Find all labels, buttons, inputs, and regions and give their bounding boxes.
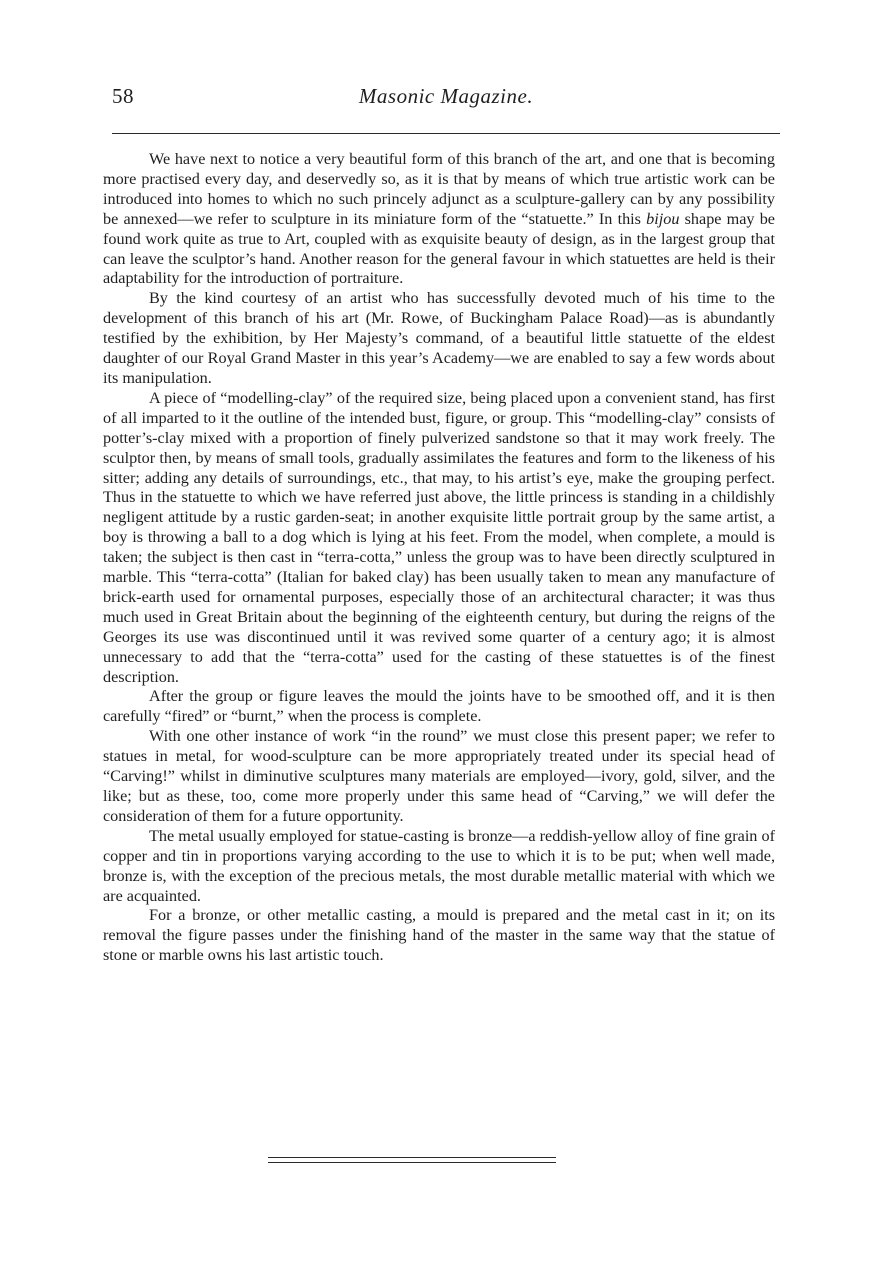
italic-term: bijou — [646, 209, 680, 228]
paragraph-7: For a bronze, or other metallic casting, a mould is prepared and the metal cast in it; on its removal the figure passes under the finishing hand of the master in the same way that the statue of stone or marble owns his last artistic touch. — [103, 906, 775, 965]
end-rule-bottom — [268, 1162, 556, 1163]
article-body — [103, 150, 775, 966]
page-header — [112, 84, 780, 114]
page-number: 58 — [112, 84, 134, 108]
running-title: Masonic Magazine. — [358, 84, 534, 108]
end-rule-top — [268, 1157, 556, 1158]
paragraph-5: With one other instance of work “in the round” we must close this present paper; we refer to statues in metal, for wood-sculpture can be more appropriately treated under its special head of “Carving!” whilst in diminutive sculptures many materials are employed—ivory, gold, silver, and the like; but as these, too, come more properly under this same head of “Carving,” we will defer the consideration of them for a future opportunity. — [103, 727, 775, 825]
paragraph-6: The metal usually employed for statue-casting is bronze—a reddish-yellow alloy of fine grain of copper and tin in proportions varying according to the use to which it is to be put; when well made, bronze is, with the exception of the precious metals, the most durable metallic material with which we are acquainted. — [103, 826, 775, 905]
paragraph-4: After the group or figure leaves the mould the joints have to be smoothed off, and it is then carefully “fired” or “burnt,” when the process is complete. — [103, 687, 775, 726]
paragraph-3: A piece of “modelling-clay” of the required size, being placed upon a convenient stand, has first of all imparted to it the outline of the intended bust, figure, or group. This “modelling-clay” consists of potter’s-clay mixed with a proportion of finely pulverized sandstone so that it may work freely. The sculptor then, by means of small tools, gradually assimilates the features and form to the likeness of his sitter; adding any details of surroundings, etc., that may, to his artist’s eye, make the grouping perfect. Thus in the statuette to which we have referred just above, the little princess is standing in a childishly negligent attitude by a rustic garden-seat; in another exquisite little portrait group by the same artist, a boy is throwing a ball to a dog which is lying at his feet. From the model, when complete, a mould is taken; the subject is then cast in “terra-cotta,” unless the group was to have been directly sculptured in marble. This “terra-cotta” (Italian for baked clay) has been usually taken to mean any manufacture of brick-earth used for ornamental purposes, especially those of an architectural character; it was thus much used in Great Britain about the beginning of the eighteenth century, but during the reigns of the Georges its use was discontinued until it was revived some quarter of a century ago; it is almost unnecessary to add that the “terra-cotta” used for the casting of these statuettes is of the finest description. — [103, 388, 775, 686]
header-rule — [112, 133, 780, 134]
paragraph-1: We have next to notice a very beautiful form of this branch of the art, and one that is becoming more practised every day, and deservedly so, as it is that by means of which true artistic work can be introduced into homes to which no such princely adjunct as a sculpture-gallery can by any possibility be annexed—we refer to sculpture in its miniature form of the “statuette.” In this bijou shape may be found work quite as true to Art, coupled with as exquisite beauty of design, as in the largest group that can leave the sculptor’s hand. Another reason for the general favour in which statuettes are held is their adaptability for the introduction of portraiture. — [103, 150, 775, 288]
paragraph-2: By the kind courtesy of an artist who has successfully devoted much of his time to the development of this branch of his art (Mr. Rowe, of Buckingham Palace Road)—as is abundantly testified by the exhibition, by Her Majesty’s command, of a beautiful little statuette of the eldest daughter of our Royal Grand Master in this year’s Academy—we are enabled to say a few words about its manipulation. — [103, 289, 775, 387]
